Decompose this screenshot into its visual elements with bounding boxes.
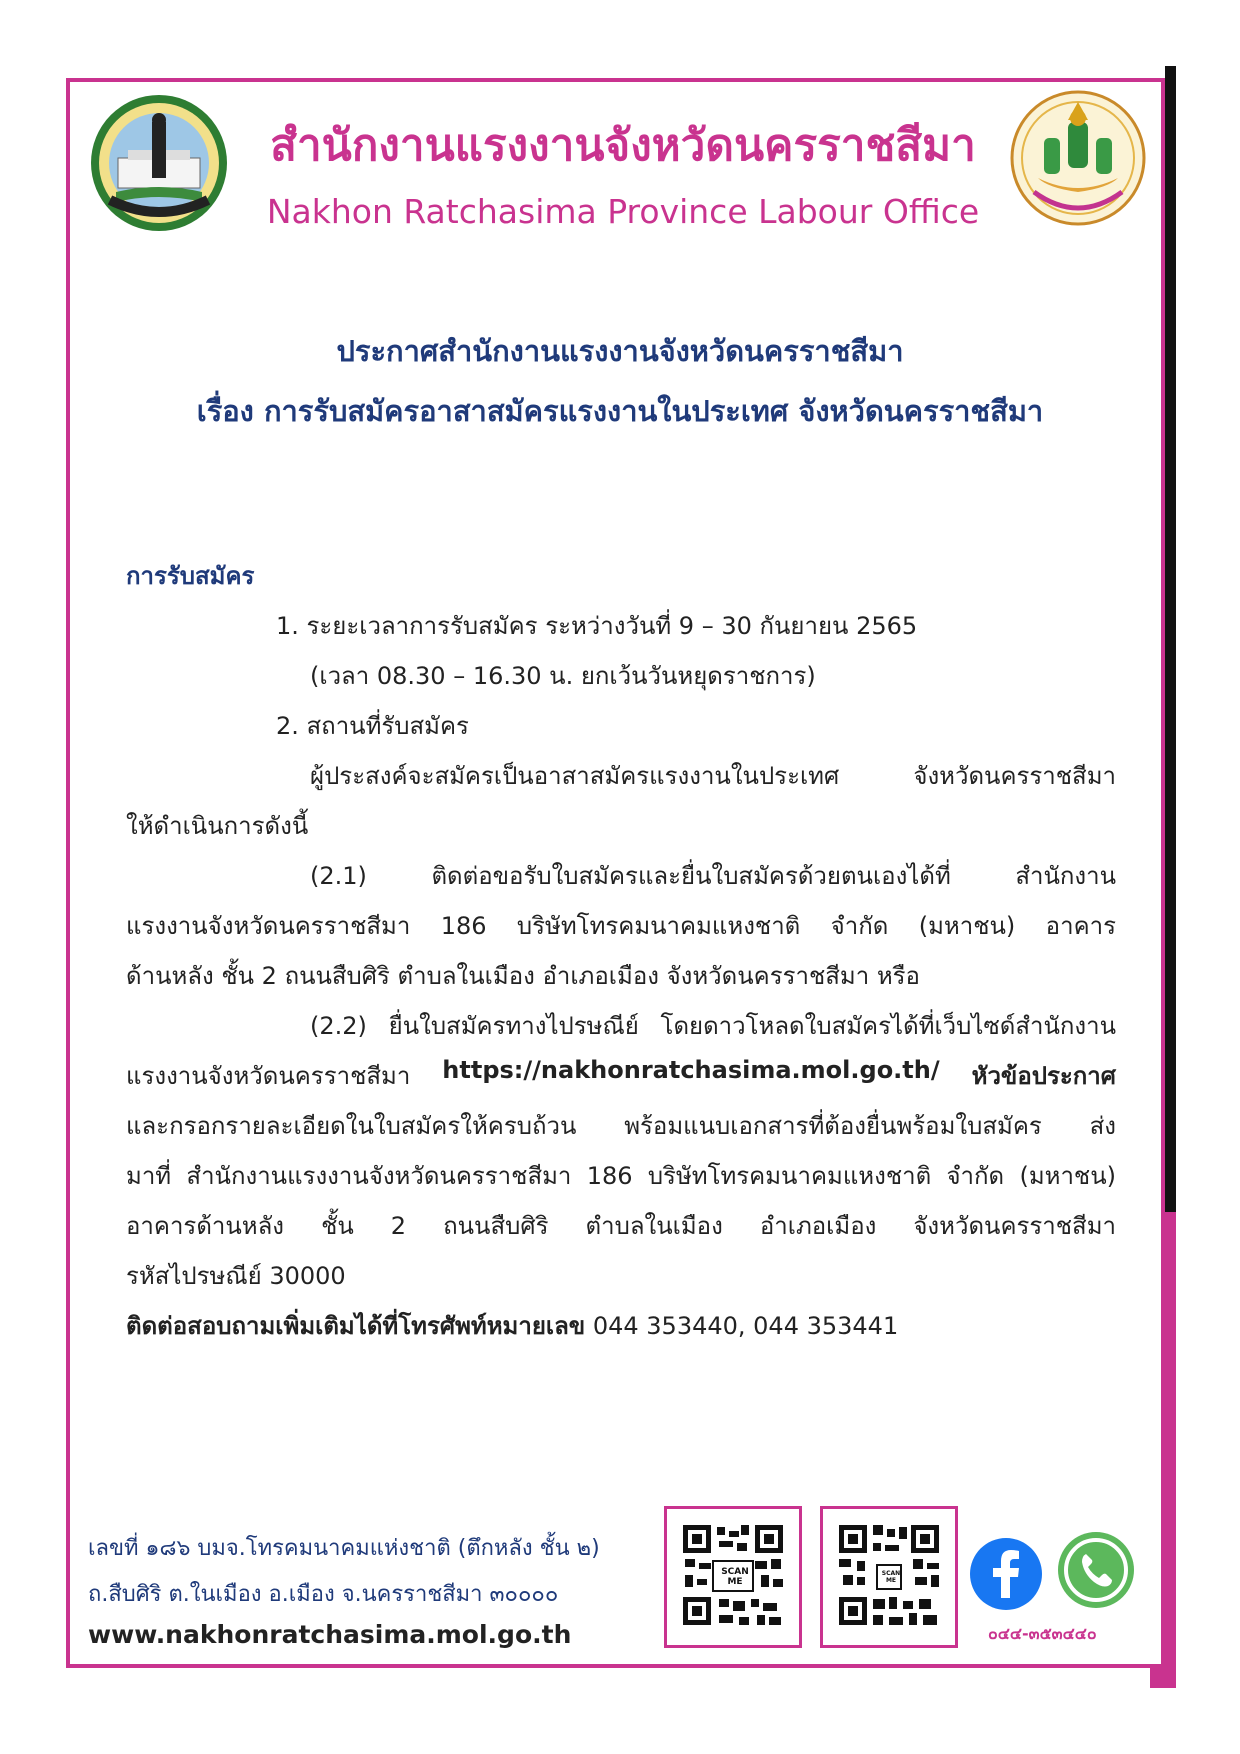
sub-item-2-1-line: แรงงานจังหวัดนครราชสีมา 186 บริษัทโทรคมนาคมแหงชาติ จำกัด (มหาชน) อาคาร bbox=[126, 912, 1116, 940]
sub-item-2-2-line: อาคารด้านหลัง ชั้น 2 ถนนสืบศิริ ตำบลในเมือง อำเภอเมือง จังหวัดนครราชสีมา bbox=[126, 1212, 1116, 1240]
item-2: 2. สถานที่รับสมัคร bbox=[276, 712, 469, 740]
contact-label: ติดต่อสอบถามเพิ่มเติมได้ที่โทรศัพท์หมายเลข bbox=[126, 1312, 586, 1340]
sub-item-2-1-line: ด้านหลัง ชั้น 2 ถนนสืบศิริ ตำบลในเมือง อำเภอเมือง จังหวัดนครราชสีมา หรือ bbox=[126, 962, 920, 990]
sub-item-2-1-line: (2.1) ติดต่อขอรับใบสมัครและยื่นใบสมัครด้วยตนเองได้ที่ สำนักงาน bbox=[310, 862, 1116, 890]
footer-website[interactable]: www.nakhonratchasima.mol.go.th bbox=[88, 1620, 572, 1649]
office-title-thai: สำนักงานแรงงานจังหวัดนครราชสีมา bbox=[270, 120, 976, 171]
sub-item-2-2-text: แรงงานจังหวัดนครราชสีมา bbox=[126, 1062, 411, 1090]
item-2-paragraph-line: ให้ดำเนินการดังนี้ bbox=[126, 812, 309, 840]
frame-shadow-right-accent bbox=[1165, 1212, 1176, 1688]
section-heading: การรับสมัคร bbox=[126, 562, 255, 590]
footer-address-line: เลขที่ ๑๘๖ บมจ.โทรคมนาคมแห่งชาติ (ตึกหลัง ชั้น ๒) bbox=[88, 1536, 600, 1561]
qr-code-box[interactable] bbox=[820, 1506, 958, 1648]
announcement-title: ประกาศสำนักงานแรงงานจังหวัดนครราชสีมา bbox=[336, 334, 904, 368]
footer-address-line: ถ.สืบศิริ ต.ในเมือง อ.เมือง จ.นครราชสีมา ๓๐๐๐๐ bbox=[88, 1582, 559, 1607]
sub-item-2-2-line: มาที่ สำนักงานแรงงานจังหวัดนครราชสีมา 186 บริษัทโทรคมนาคมแหงชาติ จำกัด (มหาชน) bbox=[126, 1162, 1116, 1190]
item-1: 1. ระยะเวลาการรับสมัคร ระหว่างวันที่ 9 – 30 กันยายน 2565 bbox=[276, 612, 918, 640]
sub-item-2-2-line: (2.2) ยื่นใบสมัครทางไปรษณีย์ โดยดาวโหลดใบสมัครได้ที่เว็บไซด์สำนักงาน bbox=[310, 1012, 1116, 1040]
postal-code-line: รหัสไปรษณีย์ 30000 bbox=[126, 1262, 346, 1290]
province-seal-icon bbox=[88, 92, 230, 234]
qr-code-box[interactable] bbox=[664, 1506, 802, 1648]
website-link[interactable]: https://nakhonratchasima.mol.go.th/ bbox=[442, 1056, 940, 1084]
footer-phone: ๐๔๔-๓๕๓๔๔๐ bbox=[988, 1624, 1097, 1643]
phone-icon[interactable] bbox=[1056, 1530, 1136, 1610]
item-2-paragraph-line: ผู้ประสงค์จะสมัครเป็นอาสาสมัครแรงงานในประเทศ จังหวัดนครราชสีมา bbox=[310, 762, 1116, 790]
sub-item-2-2-line: และกรอกรายละเอียดในใบสมัครให้ครบถ้วน พร้อมแนบเอกสารที่ต้องยื่นพร้อมใบสมัคร ส่ง bbox=[126, 1112, 1116, 1140]
ministry-seal-icon bbox=[1008, 88, 1148, 228]
frame-shadow-bottom bbox=[1150, 1668, 1176, 1688]
announcement-topic-label: หัวข้อประกาศ bbox=[971, 1062, 1116, 1090]
frame-shadow-right bbox=[1165, 82, 1176, 1212]
qr-scan-label: SCAN ME bbox=[881, 1570, 901, 1584]
item-1-time: (เวลา 08.30 – 16.30 น. ยกเว้นวันหยุดราชการ) bbox=[310, 662, 816, 690]
contact-line bbox=[126, 1306, 898, 1345]
facebook-icon[interactable] bbox=[968, 1536, 1044, 1612]
office-title-english: Nakhon Ratchasima Province Labour Office bbox=[266, 192, 980, 231]
announcement-subject: เรื่อง การรับสมัครอาสาสมัครแรงงานในประเทศ จังหวัดนครราชสีมา bbox=[196, 394, 1044, 428]
qr-scan-label: SCAN ME bbox=[721, 1567, 749, 1587]
contact-numbers: 044 353440, 044 353441 bbox=[592, 1312, 899, 1340]
sub-item-2-2-line bbox=[126, 1056, 1116, 1095]
frame-shadow-top bbox=[1165, 66, 1176, 82]
